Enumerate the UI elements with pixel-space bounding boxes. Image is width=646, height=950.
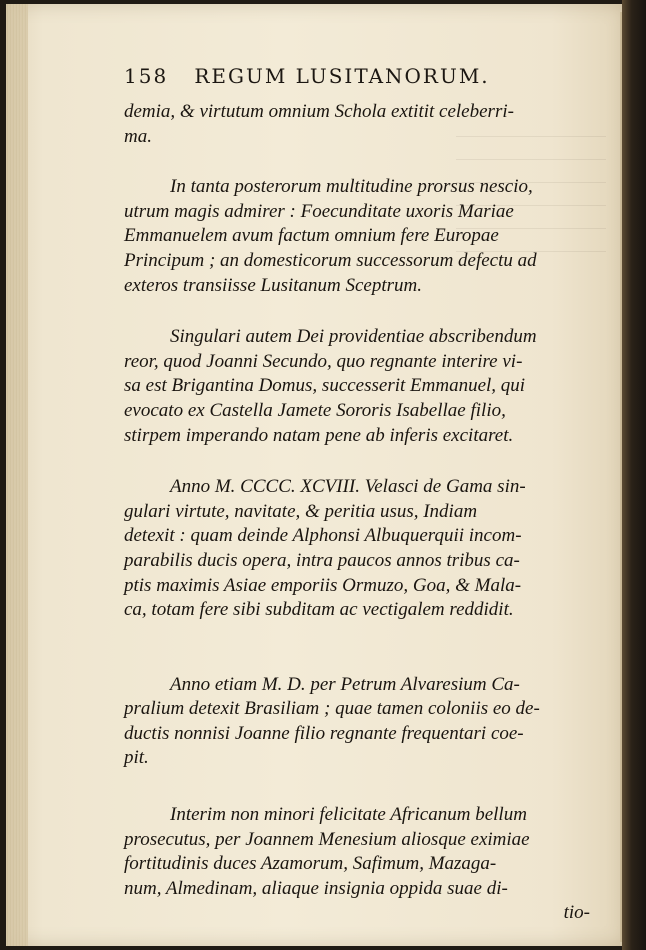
text-line: num, Almedinam, aliaque insignia oppida suae di-: [124, 877, 508, 899]
text-line: exteros transiisse Lusitanum Sceptrum.: [124, 274, 423, 296]
text-line: Anno M. CCCC. XCVIII. Velasci de Gama sin-: [170, 476, 526, 498]
text-line: ductis nonnisi Joanne filio regnante frequentari coe-: [124, 722, 524, 744]
text-line: Principum ; an domesticorum successorum defectu ad: [124, 249, 537, 271]
text-line: ma.: [124, 125, 152, 147]
text-line: Emmanuelem avum factum omnium fere Europae: [124, 225, 499, 247]
book-spine: [622, 0, 646, 950]
text-line: demia, & virtutum omnium Schola extitit celeberri-: [124, 101, 514, 122]
catchword: tio-: [563, 902, 590, 924]
book-page: [6, 4, 626, 946]
text-line: evocato ex Castella Jamete Sororis Isabellae filio,: [124, 399, 506, 421]
body-text: [124, 100, 590, 926]
paragraph-6: [124, 803, 590, 901]
text-line: pit.: [124, 747, 149, 769]
running-header: [124, 64, 544, 88]
text-line: Anno etiam M. D. per Petrum Alvaresium Ca-: [170, 673, 520, 695]
paragraph-4: [124, 475, 590, 623]
text-line: prosecutus, per Joannem Menesium aliosque eximiae: [124, 828, 530, 850]
text-line: detexit : quam deinde Alphonsi Albuquerquii incom-: [124, 525, 522, 547]
text-line: fortitudinis duces Azamorum, Safimum, Mazaga-: [124, 853, 497, 875]
text-line: parabilis ducis opera, intra paucos annos tribus ca-: [124, 549, 520, 571]
text-line: reor, quod Joanni Secundo, quo regnante interire vi-: [124, 350, 523, 372]
paragraph-5: [124, 673, 590, 771]
text-line: Singulari autem Dei providentiae abscribendum: [170, 326, 537, 348]
text-line: utrum magis admirer : Foecunditate uxoris Mariae: [124, 200, 514, 222]
text-line: Interim non minori felicitate Africanum bellum: [170, 804, 527, 826]
text-line: sa est Brigantina Domus, successerit Emmanuel, qui: [124, 375, 526, 397]
text-line: gulari virtute, navitate, & peritia usus, Indiam: [124, 500, 478, 522]
paragraph-2: [124, 175, 590, 298]
paragraph-1: [124, 100, 590, 149]
text-line: pralium detexit Brasiliam ; quae tamen coloniis eo de-: [124, 698, 540, 720]
text-line: ca, totam fere sibi subditam ac vectigalem reddidit.: [124, 599, 514, 621]
running-title: REGUM LUSITANORUM.: [194, 64, 490, 88]
page-edge-left: [6, 4, 28, 946]
text-line: In tanta posterorum multitudine prorsus nescio,: [170, 176, 533, 198]
text-line: ptis maximis Asiae emporiis Ormuzo, Goa, & Mala-: [124, 574, 522, 596]
text-line: stirpem imperando natam pene ab inferis excitaret.: [124, 424, 514, 446]
page-number: 158: [124, 64, 169, 88]
paragraph-3: [124, 325, 590, 448]
